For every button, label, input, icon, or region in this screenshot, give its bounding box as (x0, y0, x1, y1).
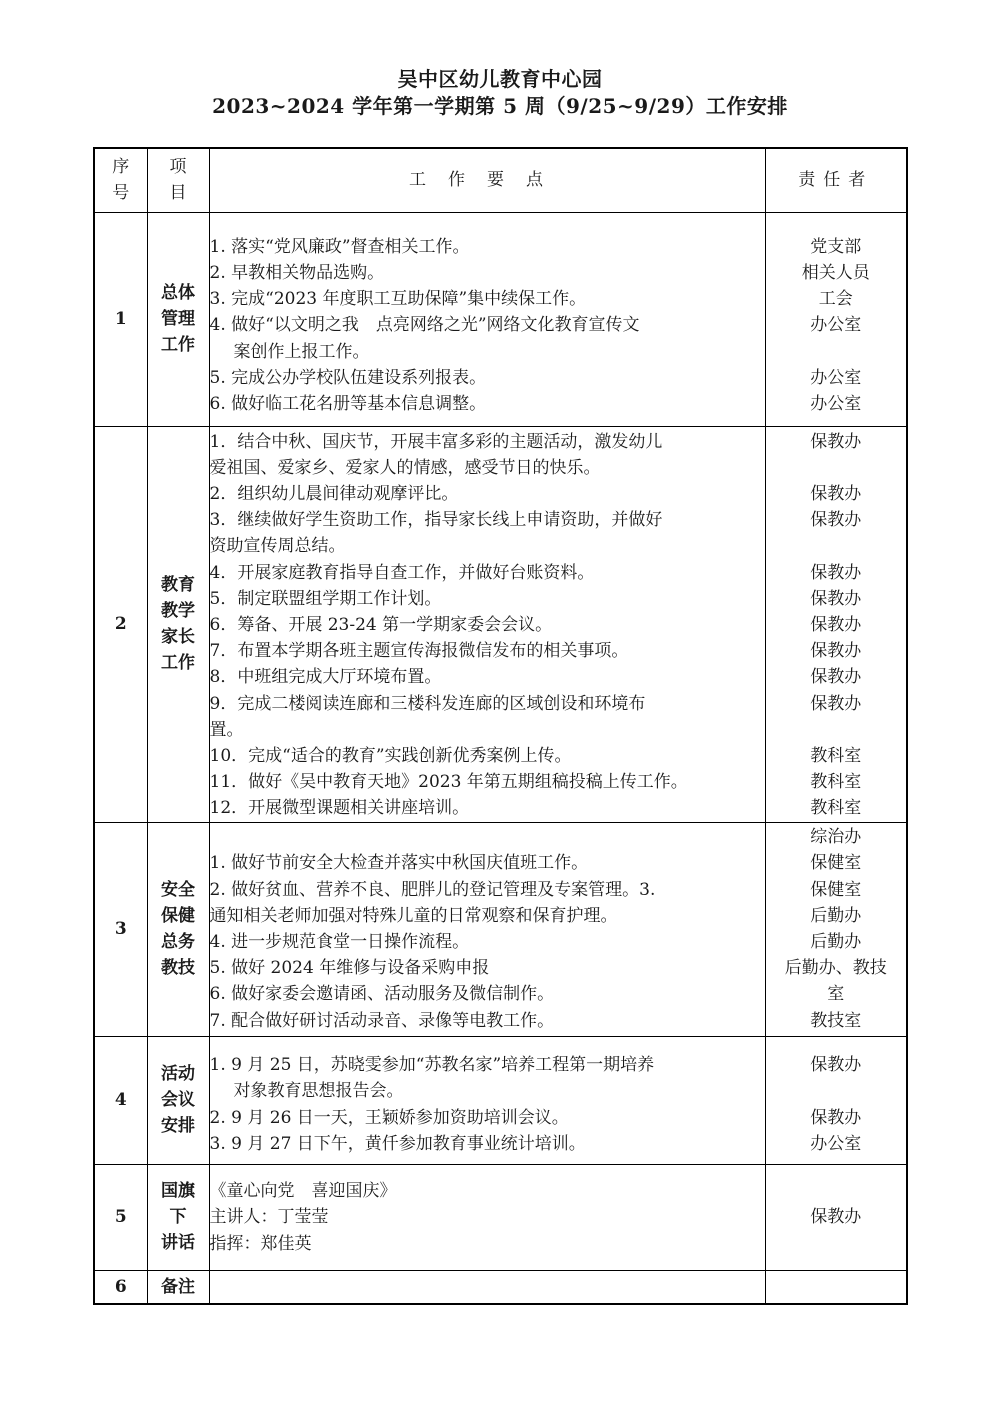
responsible-party: 后勤办 (810, 932, 862, 953)
row-number: 4 (94, 1036, 147, 1164)
work-point-line: 1．结合中秋、国庆节，开展丰富多彩的主题活动，激发幼儿 (209, 431, 663, 452)
category-text: 教学 (161, 600, 195, 621)
row-number: 6 (94, 1270, 147, 1304)
responsible-party (766, 717, 907, 743)
row-category (147, 1036, 209, 1164)
work-point-line: 5．制定联盟组学期工作计划。 (209, 588, 442, 609)
responsible-cell (765, 1270, 907, 1304)
responsible-party: 保健室 (810, 853, 862, 874)
responsible-party (766, 533, 907, 559)
document-subtitle: 2023~2024 学年第一学期第 5 周（9/25~9/29）工作安排 (212, 94, 788, 118)
work-point-line: 通知相关老师加强对特殊儿童的日常观察和保育护理。 (209, 905, 618, 926)
table-row (94, 822, 907, 1036)
header-serial-line2: 号 (112, 183, 130, 204)
category-text: 下 (169, 1206, 187, 1227)
work-point-line: 2. 早教相关物品选购。 (209, 262, 385, 283)
responsible-party: 教科室 (810, 745, 862, 766)
category-text: 保健 (161, 905, 195, 926)
work-points-cell (209, 426, 765, 822)
row-number: 1 (94, 212, 147, 426)
table-row (94, 1270, 907, 1304)
table-header-row (94, 148, 907, 212)
work-plan-table (93, 147, 908, 1305)
responsible-party: 保教办 (810, 641, 862, 662)
responsible-party: 保教办 (810, 510, 862, 531)
work-point-line: 《童心向党 喜迎国庆》 (209, 1181, 397, 1202)
responsible-party: 教技室 (810, 1010, 862, 1031)
category-text: 备注 (161, 1276, 195, 1297)
work-point-line: 9．完成二楼阅读连廊和三楼科发连廊的区域创设和环境布 (209, 693, 646, 714)
table-row (94, 1164, 907, 1270)
responsible-party: 教科室 (810, 772, 862, 793)
category-text: 活动 (161, 1063, 195, 1084)
responsible-party: 综治办 (810, 827, 862, 848)
responsible-cell (765, 1036, 907, 1164)
row-number: 3 (94, 822, 147, 1036)
responsible-party: 保教办 (810, 1055, 862, 1076)
row-category (147, 1270, 209, 1304)
category-text: 工作 (161, 653, 195, 674)
responsible-party: 党支部 (810, 236, 862, 257)
responsible-party: 保健室 (810, 879, 862, 900)
category-text: 安排 (161, 1116, 195, 1137)
work-point-line: 3. 9 月 27 日下午，黄仟参加教育事业统计培训。 (209, 1133, 586, 1154)
work-point-line: 对象教育思想报告会。 (233, 1081, 404, 1102)
work-point-line: 12．开展微型课题相关讲座培训。 (209, 798, 470, 819)
work-point-line: 爱祖国、爱家乡、爱家人的情感，感受节日的快乐。 (209, 457, 601, 478)
header-work-points: 工作要点 (209, 148, 765, 212)
category-text: 会议 (161, 1089, 195, 1110)
work-point-line: 1. 做好节前安全大检查并落实中秋国庆值班工作。 (209, 853, 589, 874)
responsible-party: 工会 (818, 289, 853, 310)
responsible-party (766, 1178, 907, 1204)
category-text: 总务 (161, 932, 195, 953)
work-point-line: 3．继续做好学生资助工作，指导家长线上申请资助，并做好 (209, 510, 663, 531)
work-point-line: 5. 完成公办学校队伍建设系列报表。 (209, 367, 487, 388)
row-category (147, 822, 209, 1036)
work-point-line: 2. 做好贫血、营养不良、肥胖儿的登记管理及专案管理。3. (209, 879, 656, 900)
work-point-line: 2. 9 月 26 日一天，王颖娇参加资助培训会议。 (209, 1107, 569, 1128)
work-point-line: 8．中班组完成大厅环境布置。 (209, 667, 442, 688)
work-point-line: 指挥：郑佳英 (209, 1233, 312, 1254)
row-category (147, 1164, 209, 1270)
responsible-party: 教科室 (810, 798, 862, 819)
work-point-line: 6. 做好家委会邀请函、活动服务及微信制作。 (209, 984, 555, 1005)
responsible-cell (765, 1164, 907, 1270)
category-text: 教育 (161, 574, 195, 595)
category-text: 国旗 (161, 1180, 195, 1201)
work-point-line: 主讲人：丁莹莹 (209, 1207, 329, 1228)
work-point-line: 资助宣传周总结。 (209, 536, 346, 557)
responsible-party: 办公室 (810, 315, 862, 336)
category-text: 讲话 (161, 1233, 195, 1254)
responsible-party: 办公室 (810, 1133, 862, 1154)
row-number: 5 (94, 1164, 147, 1270)
work-point-line: 7. 配合做好研讨活动录音、录像等电教工作。 (209, 1010, 555, 1031)
header-item-line1: 项 (169, 157, 187, 178)
responsible-party: 相关人员 (801, 263, 870, 283)
work-points-cell (209, 1164, 765, 1270)
responsible-party (766, 1231, 907, 1257)
row-category (147, 426, 209, 822)
work-point-line: 1. 落实“党风廉政”督查相关工作。 (209, 236, 470, 257)
work-points-cell (209, 1036, 765, 1164)
header-serial-number (94, 148, 147, 212)
work-point-line: 6. 做好临工花名册等基本信息调整。 (209, 394, 487, 414)
work-point-line: 2．组织幼儿晨间律动观摩评比。 (209, 483, 459, 504)
work-point-line: 4. 做好“以文明之我 点亮网络之光”网络文化教育宣传文 (209, 315, 640, 336)
work-point-line: 5. 做好 2024 年维修与设备采购申报 (209, 958, 490, 979)
responsible-party: 保教办 (810, 1107, 862, 1128)
responsible-party (766, 1078, 907, 1104)
work-point-line: 4．开展家庭教育指导自查工作，并做好台账资料。 (209, 562, 595, 583)
responsible-party: 后勤办 (810, 905, 862, 926)
category-text: 工作 (161, 335, 195, 356)
responsible-party: 保教办 (810, 667, 862, 688)
row-number: 2 (94, 426, 147, 822)
responsible-party: 办公室 (810, 394, 862, 414)
responsible-party: 室 (827, 984, 845, 1005)
header-serial-line1: 序 (112, 157, 130, 178)
responsible-party: 保教办 (810, 693, 862, 714)
work-points-cell (209, 1270, 765, 1304)
responsible-party: 保教办 (810, 614, 862, 635)
work-point-line: 置。 (209, 719, 244, 740)
header-responsible: 责任者 (765, 148, 907, 212)
responsible-party (766, 455, 907, 481)
category-text: 家长 (161, 627, 195, 648)
work-point-line: 案创作上报工作。 (233, 341, 370, 362)
responsible-party: 保教办 (810, 588, 862, 609)
category-text: 管理 (161, 308, 195, 329)
responsible-party: 保教办 (810, 1207, 862, 1228)
responsible-cell (765, 426, 907, 822)
responsible-party: 保教办 (810, 562, 862, 583)
work-point-line (210, 824, 765, 850)
work-point-line: 6．筹备、开展 23-24 第一学期家委会会议。 (209, 614, 553, 635)
table-row (94, 1036, 907, 1164)
responsible-party: 保教办 (810, 483, 862, 504)
responsible-party: 保教办 (810, 431, 862, 452)
responsible-party (766, 339, 907, 365)
document-title: 吴中区幼儿教育中心园 (397, 67, 603, 91)
work-points-cell (209, 822, 765, 1036)
work-point-line: 10．完成“适合的教育”实践创新优秀案例上传。 (209, 745, 572, 766)
work-points-cell (209, 212, 765, 426)
work-point-line: 7．布置本学期各班主题宣传海报微信发布的相关事项。 (209, 641, 629, 662)
work-point-line: 3. 完成“2023 年度职工互助保障”集中续保工作。 (209, 289, 587, 310)
work-point-line: 1. 9 月 25 日，苏晓雯参加“苏教名家”培养工程第一期培养 (209, 1055, 655, 1076)
responsible-party: 办公室 (810, 367, 862, 388)
work-point-line: 4. 进一步规范食堂一日操作流程。 (209, 932, 470, 953)
category-text: 安全 (161, 879, 195, 900)
table-row (94, 212, 907, 426)
responsible-party: 后勤办、教技 (784, 958, 887, 979)
table-row (94, 426, 907, 822)
responsible-cell (765, 822, 907, 1036)
header-item (147, 148, 209, 212)
category-text: 总体 (161, 282, 195, 303)
category-text: 教技 (161, 958, 195, 979)
header-item-line2: 目 (169, 183, 187, 204)
work-point-line: 11．做好《吴中教育天地》2023 年第五期组稿投稿上传工作。 (209, 772, 688, 793)
responsible-cell (765, 212, 907, 426)
row-category (147, 212, 209, 426)
